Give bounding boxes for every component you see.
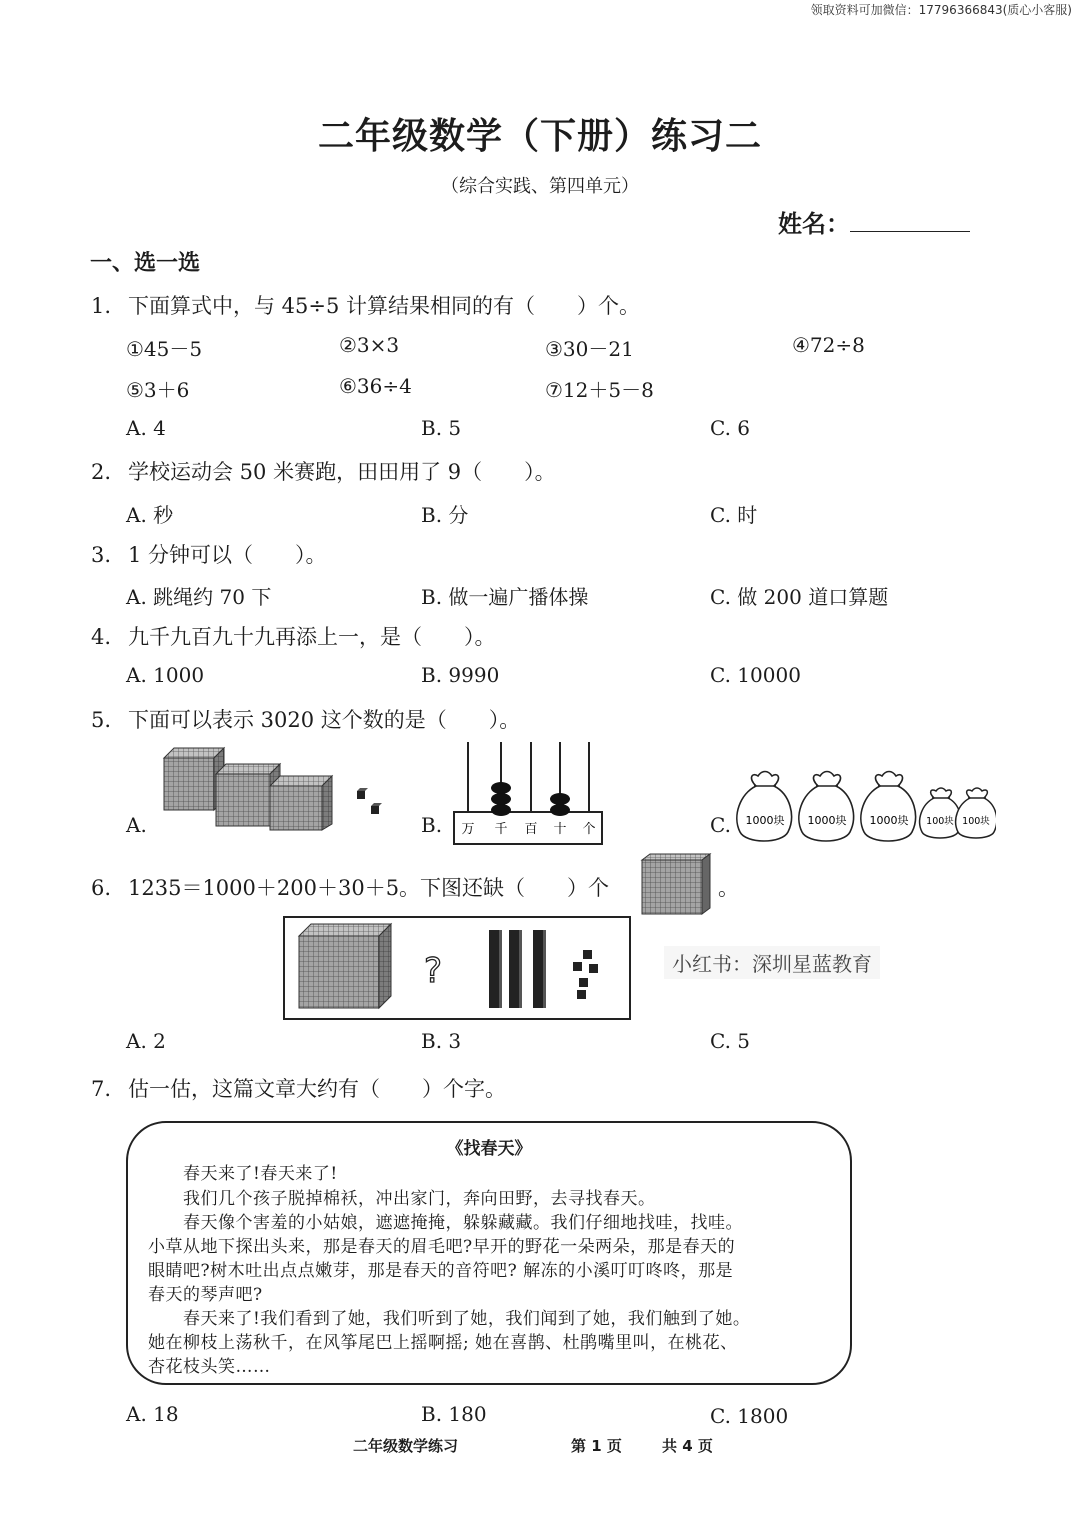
abacus-label-ge: 个 [582, 822, 596, 837]
option-a[interactable]: A. 2 [126, 1029, 166, 1053]
abacus-bead [491, 804, 511, 816]
option-a[interactable]: A. [126, 813, 147, 837]
passage-line: 春天的琴声吧? [148, 1285, 263, 1305]
ten-rod-icon [533, 930, 546, 1008]
money-bag-icon [956, 788, 996, 838]
unit-cube-icon [577, 990, 586, 999]
passage-line: 我们几个孩子脱掉棉袄，冲出家门，奔向田野，去寻找春天。 [148, 1189, 656, 1209]
question-5 [91, 704, 520, 734]
option-b[interactable]: B. 分 [421, 503, 469, 527]
question-text: 估一估，这篇文章大约有（ ）个字。 [128, 1077, 506, 1101]
question-text: 下面算式中，与 45÷5 计算结果相同的有（ ）个。 [128, 294, 641, 318]
question-number: 6. [91, 876, 112, 900]
passage-line: 小草从地下探出头来，那是春天的眉毛吧?早开的野花一朵两朵，那是春天的 [148, 1237, 736, 1257]
question-2 [91, 456, 556, 486]
question-4 [91, 621, 496, 651]
option-c[interactable]: C. 5 [710, 1029, 751, 1053]
abacus-bead [550, 793, 570, 805]
unit-cube-icon [357, 788, 368, 799]
unit-cube-icon [579, 978, 588, 987]
money-bag-icon [861, 772, 916, 842]
expression-item: ③30－21 [545, 337, 634, 361]
option-b[interactable]: B. 5 [421, 416, 462, 440]
option-b[interactable]: B. 做一遍广播体操 [421, 585, 589, 609]
passage-line: 春天来了!春天来了! [148, 1164, 338, 1184]
option-c[interactable]: C. 1800 [710, 1404, 789, 1428]
money-bag-label: 1000块 [807, 814, 847, 827]
question-text: 学校运动会 50 米赛跑，田田用了 9（ ）。 [128, 460, 556, 484]
question-number: 2. [91, 460, 112, 484]
unit-cube-icon [371, 803, 382, 814]
ten-rod-icon [509, 930, 522, 1008]
question-number: 5. [91, 708, 112, 732]
option-a[interactable]: A. 跳绳约 70 下 [126, 585, 272, 609]
option-b[interactable]: B. 9990 [421, 663, 500, 687]
question-number: 4. [91, 625, 112, 649]
question-6 [91, 872, 609, 902]
abacus-bead [491, 793, 511, 805]
thousand-cube-icon [299, 924, 391, 1008]
abacus-label-wan: 万 [461, 822, 475, 837]
money-bags-figure [734, 768, 996, 852]
option-b[interactable]: B. [421, 813, 443, 837]
money-bag-label: 1000块 [745, 814, 785, 827]
option-c[interactable]: C. 时 [710, 503, 758, 527]
top-contact-note: 领取资料可加微信：17796366843(质心小客服) [810, 3, 1072, 17]
expression-item: ②3×3 [339, 333, 400, 357]
question-text-end: 。 [718, 876, 739, 900]
unit-cube-icon [589, 964, 598, 973]
question-text: 1235＝1000＋200＋30＋5。下图还缺（ ）个 [128, 876, 610, 900]
passage-line: 春天像个害羞的小姑娘，遮遮掩掩，躲躲藏藏。我们仔细地找哇，找哇。 [148, 1213, 743, 1233]
abacus-label-bai: 百 [524, 822, 538, 837]
abacus-label-qian: 千 [494, 822, 508, 837]
abacus-label-shi: 十 [553, 822, 567, 837]
option-c[interactable]: C. 10000 [710, 663, 801, 687]
unit-cube-icon [573, 962, 582, 971]
passage-line: 她在柳枝上荡秋千，在风筝尾巴上摇啊摇; 她在喜鹊、杜鹃嘴里叫，在桃花、 [148, 1333, 738, 1353]
expression-item: ⑦12＋5－8 [545, 378, 654, 402]
question-3 [91, 539, 327, 569]
money-bag-icon [920, 788, 961, 838]
footer-page-total: 共 4 页 [662, 1437, 713, 1455]
page-subtitle: （综合实践、第四单元） [441, 176, 639, 197]
passage-title: 《找春天》 [446, 1139, 532, 1159]
question-number: 7. [91, 1077, 112, 1101]
option-a[interactable]: A. 18 [126, 1402, 179, 1426]
name-blank-line [850, 231, 970, 232]
money-bag-icon [737, 772, 792, 842]
option-a[interactable]: A. 1000 [126, 663, 205, 687]
abacus-figure [448, 738, 608, 848]
section-heading: 一、选一选 [90, 251, 201, 276]
expression-item: ①45－5 [126, 337, 203, 361]
footer-page-number: 第 1 页 [571, 1437, 622, 1455]
option-c[interactable]: C. 做 200 道口算题 [710, 585, 889, 609]
money-bag-label: 100块 [926, 816, 954, 827]
option-b[interactable]: B. 180 [421, 1402, 487, 1426]
expression-item: ⑥36÷4 [339, 374, 412, 398]
money-bag-label: 100块 [962, 816, 990, 827]
expression-item: ⑤3＋6 [126, 378, 190, 402]
place-value-figure [283, 916, 633, 1022]
money-bag-icon [799, 772, 854, 842]
passage-line: 眼睛吧?树木吐出点点嫩芽，那是春天的音符吧? 解冻的小溪叮叮咚咚，那是 [148, 1261, 734, 1281]
option-c[interactable]: C. [710, 813, 731, 837]
question-number: 3. [91, 543, 112, 567]
ten-rod-icon [489, 930, 502, 1008]
watermark-text: 小红书：深圳星蓝教育 [664, 946, 880, 979]
option-b[interactable]: B. 3 [421, 1029, 462, 1053]
question-text: 下面可以表示 3020 这个数的是（ ）。 [128, 708, 521, 732]
expression-item: ④72÷8 [792, 333, 865, 357]
question-1 [91, 290, 640, 320]
thousand-cubes-figure [158, 746, 398, 831]
option-c[interactable]: C. 6 [710, 416, 751, 440]
question-text: 1 分钟可以（ ）。 [128, 543, 327, 567]
passage-line: 春天来了!我们看到了她，我们听到了她，我们闻到了她，我们触到了她。 [148, 1309, 751, 1329]
thousand-cube-icon [270, 776, 332, 830]
question-number: 1. [91, 294, 112, 318]
page-title: 二年级数学（下册）练习二 [317, 115, 762, 157]
hundred-flat-icon [640, 852, 712, 916]
name-label: 姓名： [778, 210, 850, 238]
question-text: 九千九百九十九再添上一，是（ ）。 [128, 625, 496, 649]
question-7 [91, 1073, 506, 1103]
money-bag-label: 1000块 [869, 814, 909, 827]
footer-title: 二年级数学练习 [353, 1437, 459, 1455]
unit-cube-icon [583, 950, 592, 959]
missing-question-mark: ? [423, 951, 443, 991]
abacus-bead [491, 782, 511, 794]
thousand-cube-icon [164, 748, 224, 810]
passage-line: 杏花枝头笑…… [148, 1357, 271, 1377]
option-a[interactable]: A. 秒 [126, 503, 174, 527]
option-a[interactable]: A. 4 [126, 416, 166, 440]
abacus-bead [550, 804, 570, 816]
